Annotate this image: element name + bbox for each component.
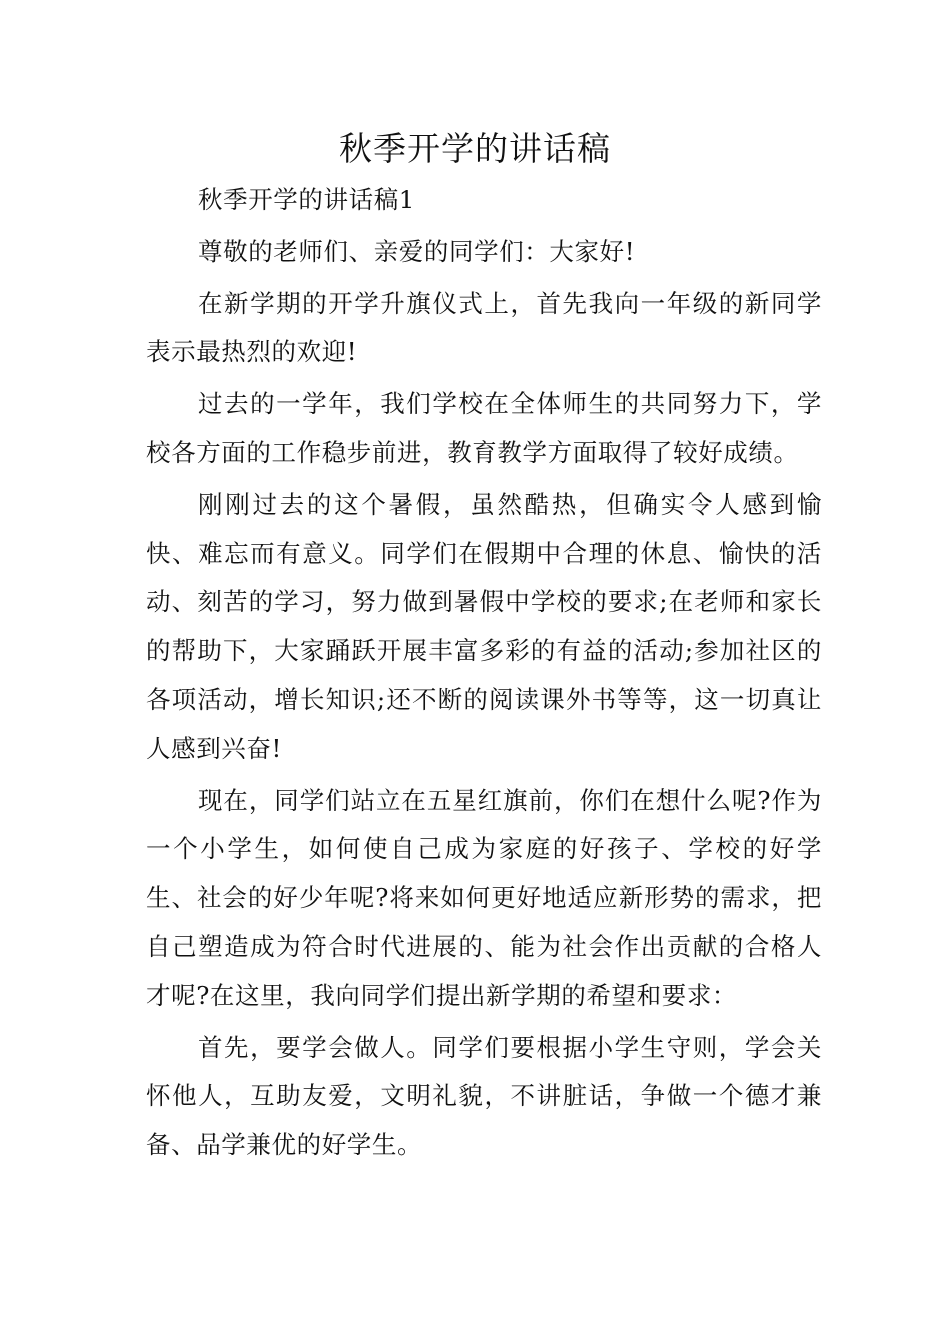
paragraph-subtitle: 秋季开学的讲话稿1 bbox=[198, 185, 415, 214]
paragraph-past-year: 过去的一学年，我们学校在全体师生的共同努力下，学校各方面的工作稳步前进，教育教学方面取得了较好成绩。 bbox=[146, 389, 822, 467]
paragraph-greeting: 尊敬的老师们、亲爱的同学们：大家好! bbox=[198, 236, 636, 266]
paragraph-first: 首先，要学会做人。同学们要根据小学生守则，学会关怀他人，互助友爱，文明礼貌，不讲脏话，争做一个德才兼备、品学兼优的好学生。 bbox=[146, 1032, 822, 1160]
document-title: 秋季开学的讲话稿 bbox=[339, 129, 611, 168]
document-body bbox=[146, 176, 822, 1173]
paragraph-now: 现在，同学们站立在五星红旗前，你们在想什么呢?作为一个小学生，如何使自己成为家庭的好孩子、学校的好学生、社会的好少年呢?将来如何更好地适应新形势的需求，把自己塑造成为符合时代进展的、能为社会作出贡献的合格人才呢?在这里，我向同学们提出新学期的希望和要求： bbox=[146, 785, 822, 1010]
paragraph-welcome: 在新学期的开学升旗仪式上，首先我向一年级的新同学表示最热烈的欢迎! bbox=[146, 288, 822, 367]
paragraph-summer: 刚刚过去的这个暑假，虽然酷热，但确实令人感到愉快、难忘而有意义。同学们在假期中合理的休息、愉快的活动、刻苦的学习，努力做到暑假中学校的要求;在老师和家长的帮助下，大家踊跃开展丰富多彩的有益的活动;参加社区的各项活动，增长知识;还不断的阅读课外书等等，这一切真让人感到兴奋! bbox=[146, 489, 822, 763]
